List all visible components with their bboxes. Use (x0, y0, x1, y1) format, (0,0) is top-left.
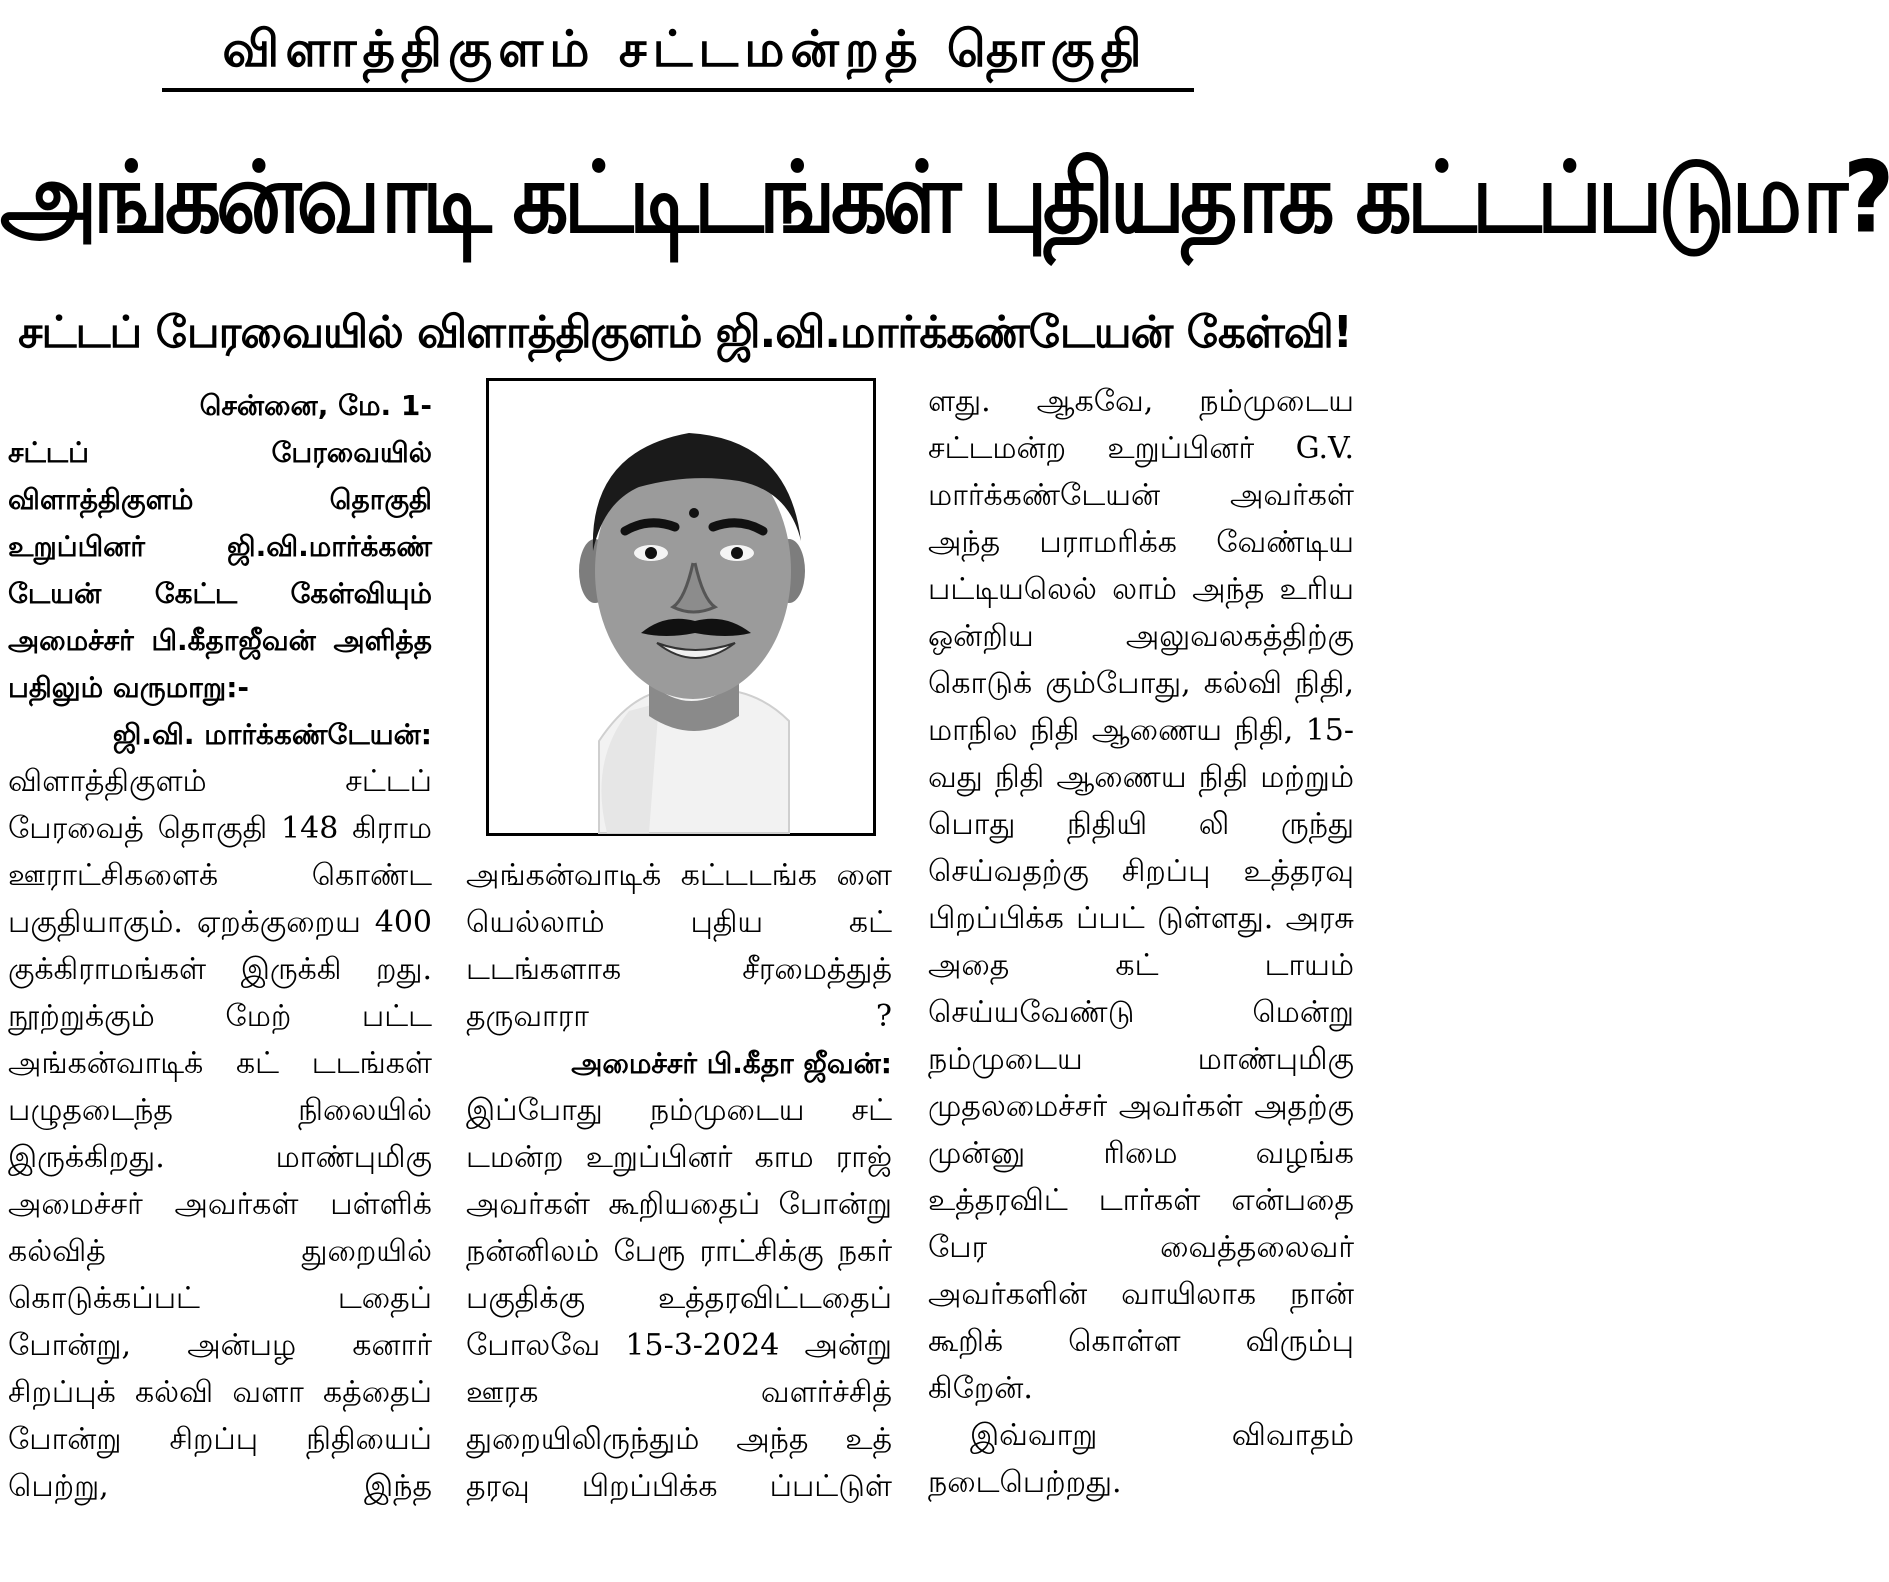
section-kicker: விளாத்திகுளம் சட்டமன்றத் தொகுதி (222, 20, 1148, 78)
dateline: சென்னை, மே. 1- (199, 389, 432, 422)
column-2 (466, 852, 892, 1510)
minister-label: அமைச்சர் பி.கீதா ஜீவன்: (571, 1047, 892, 1080)
intro-paragraph: சட்டப் பேரவையில் விளாத்திகுளம் தொகுதி உறுப்பினர் ஜி.வி.மார்க்கண் டேயன் கேட்ட கேள்வியும் அமைச்சர் பி.கீதாஜீவன் அளித்த பதிலும் வருமாறு:- (8, 436, 432, 704)
subheadline: சட்டப் பேரவையில் விளாத்திகுளம் ஜி.வி.மார்க்கண்டேயன் கேள்வி! (18, 307, 1352, 358)
column-1 (8, 382, 432, 1510)
closing-line: இவ்வாறு விவாதம் நடைபெற்றது. (928, 1418, 1354, 1500)
answer-continued: ளது. ஆகவே, நம்முடைய சட்டமன்ற உறுப்பினர் G.V. மார்க்கண்டேயன் அவர்கள் அந்த பராமரிக்க வேண்டிய பட்டியலெல் லாம் அந்த உரிய ஒன்றிய அலுவலகத்திற்கு கொடுக் கும்போது, கல்வி நிதி, மாநில நிதி ஆணைய நிதி, 15-வது நிதி ஆணைய நிதி மற்றும் பொது நிதியி லி ருந்து செய்வதற்கு சிறப்பு உத்தரவு பிறப்பிக்க ப்பட் டுள்ளது. அரசு அதை கட் டாயம் செய்யவேண்டு மென்று நம்முடைய மாண்புமிகு முதலமைச்சர் அவர்கள் அதற்கு முன்னு ரிமை வழங்க உத்தரவிட் டார்கள் என்பதை பேர வைத்தலைவர் அவர்களின் வாயிலாக நான் கூறிக் கொள்ள விரும்பு கிறேன். (928, 384, 1354, 1406)
headline: அங்கன்வாடி கட்டிடங்கள் புதியதாக கட்டப்படுமா? (0, 139, 1889, 256)
portrait-photo-icon (489, 381, 873, 833)
speaker-label: ஜி.வி. மார்க்கண்டேயன்: (112, 718, 432, 751)
kicker-underline (162, 88, 1194, 92)
question-continued: அங்கன்வாடிக் கட்டடங்க ளை யெல்லாம் புதிய கட் டடங்களாக சீரமைத்துத் தருவாரா ? (466, 858, 892, 1034)
column-3 (928, 378, 1354, 1506)
answer-paragraph: இப்போது நம்முடைய சட் டமன்ற உறுப்பினர் காம ராஜ் அவர்கள் கூறியதைப் போன்று நன்னிலம் பேரூ ராட்சிக்கு நகர் பகுதிக்கு உத்தரவிட்டதைப் போலவே 15-3-2024 அன்று ஊரக வளர்ச்சித் துறையிலிருந்தும் அந்த உத் தரவு பிறப்பிக்க ப்பட்டுள் (466, 1093, 892, 1504)
question-paragraph: விளாத்திகுளம் சட்டப் பேரவைத் தொகுதி 148 கிராம ஊராட்சிகளைக் கொண்ட பகுதியாகும். ஏறக்குறைய 400 குக்கிராமங்கள் இருக்கி றது. நூற்றுக்கும் மேற் பட்ட அங்கன்வாடிக் கட் டடங்கள் பழுதடைந்த நிலையில் இருக்கிறது. மாண்புமிகு அமைச்சர் அவர்கள் பள்ளிக் கல்வித் துறையில் கொடுக்கப்பட் டதைப் போன்று, அன்பழ கனார் சிறப்புக் கல்வி வளா கத்தைப் போன்று சிறப்பு நிதியைப் பெற்று, இந்த (8, 764, 432, 1504)
portrait-photo (486, 378, 876, 836)
